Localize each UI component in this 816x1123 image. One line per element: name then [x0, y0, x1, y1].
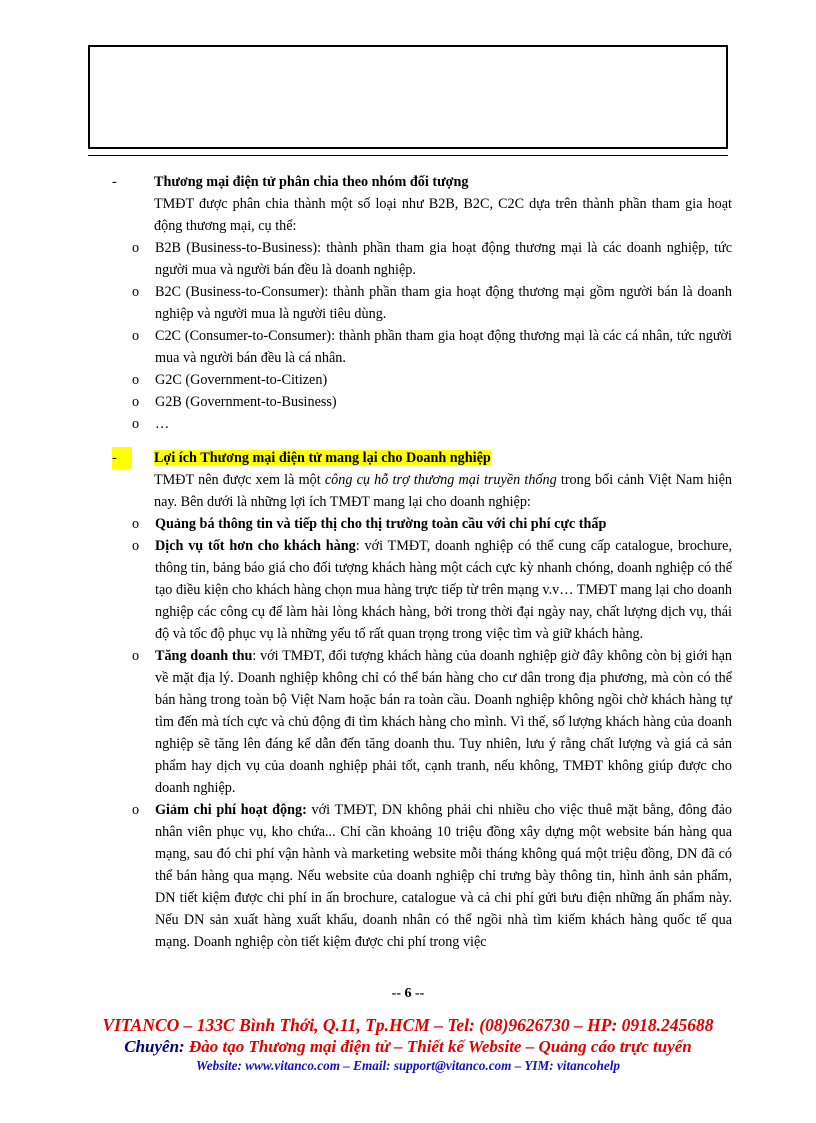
list-item: o … — [112, 413, 732, 435]
bullet: o — [132, 538, 140, 554]
bullet: o — [132, 516, 140, 532]
page-number: -- 6 -- — [391, 986, 425, 1001]
list-item: o G2C (Government-to-Citizen) — [112, 369, 732, 391]
footer-services: Chuyên: Đào tạo Thương mại điện tử – Thiết kế Website – Quảng cáo trực tuyến — [124, 1037, 692, 1056]
section-intro: TMĐT nên được xem là một công cụ hỗ trợ thương mại truyền thống trong bối cảnh Việt Nam hiện nay. Bên dưới là những lợi ích TMĐT mang lại cho doanh nghiệp: — [154, 472, 732, 510]
benefits-list — [112, 513, 732, 953]
bullet: o — [132, 328, 140, 344]
section-intro: TMĐT được phân chia thành một số loại như B2B, B2C, C2C dựa trên thành phần tham gia hoạt động thương mại, cụ thể: — [154, 196, 732, 234]
footer-brand: VITANCO — [102, 1015, 180, 1035]
classification-list — [112, 237, 732, 435]
list-item: o C2C (Consumer-to-Consumer): thành phần tham gia hoạt động thương mại là các cá nhân, tức người mua và người bán đều là cá nhân. — [112, 325, 732, 369]
list-item: o Quảng bá thông tin và tiếp thị cho thị trường toàn cầu với chi phí cực thấp — [112, 513, 732, 535]
list-item: o Dịch vụ tốt hơn cho khách hàng: với TMĐT, doanh nghiệp có thể cung cấp catalogue, brochure, thông tin, bảng báo giá cho đối tượng khách hàng một cách cực kỳ nhanh chóng, doanh nghiệp có thể tạo điều kiện cho khách hàng chọn mua hàng trực tiếp từ trên mạng v.v… TMĐT mang lại cho doanh nghiệp các công cụ để làm hài lòng khách hàng, bởi trong thời đại ngày nay, chất lượng dịch vụ, thái độ và tốc độ phục vụ là những yếu tố rất quan trọng trong việc tìm và giữ khách hàng. — [112, 535, 732, 645]
footer-address: VITANCO – 133C Bình Thới, Q.11, Tp.HCM – Tel: (08)9626730 – HP: 0918.245688 — [102, 1015, 714, 1035]
list-item: o B2B (Business-to-Business): thành phần tham gia hoạt động thương mại là các doanh nghiệp, tức người mua và người bán đều là doanh nghiệp. — [112, 237, 732, 281]
section-title: Thương mại điện tử phân chia theo nhóm đối tượng — [154, 174, 469, 190]
section-dash: - — [112, 174, 117, 190]
bullet: o — [132, 372, 140, 388]
bullet: o — [132, 240, 140, 256]
header-box — [88, 45, 728, 149]
section-dash: - — [112, 447, 132, 469]
section-classification — [112, 171, 732, 193]
bullet: o — [132, 394, 140, 410]
list-item: o Tăng doanh thu: với TMĐT, đối tượng khách hàng của doanh nghiệp giờ đây không còn bị giới hạn về mặt địa lý. Doanh nghiệp không chỉ có thể bán hàng cho cư dân trong địa phương, mà còn có thể bán hàng trong toàn bộ Việt Nam hoặc bán ra toàn cầu. Doanh nghiệp không ngồi chờ khách hàng tự tìm đến mà tích cực và chủ động đi tìm khách hàng cho mình. Vì thế, số lượng khách hàng của doanh nghiệp sẽ tăng lên đáng kể dẫn đến tăng doanh thu. Tuy nhiên, lưu ý rằng chất lượng và giá cả sản phẩm hay dịch vụ của doanh nghiệp phải tốt, cạnh tranh, nếu không, TMĐT không giúp được cho doanh nghiệp. — [112, 645, 732, 799]
section-benefits — [112, 447, 732, 469]
page-content — [112, 171, 732, 953]
list-item: o B2C (Business-to-Consumer): thành phần tham gia hoạt động thương mại gồm người bán là doanh nghiệp và người mua là người tiêu dùng. — [112, 281, 732, 325]
bullet: o — [132, 802, 140, 818]
footer-contact: Website: www.vitanco.com – Email: support@vitanco.com – YIM: vitancohelp — [196, 1058, 620, 1073]
header-rule — [88, 155, 728, 156]
bullet: o — [132, 284, 140, 300]
section-title: Lợi ích Thương mại điện tử mang lại cho Doanh nghiệp — [154, 450, 491, 466]
bullet: o — [132, 416, 140, 432]
list-item: o G2B (Government-to-Business) — [112, 391, 732, 413]
list-item: o Giảm chi phí hoạt động: với TMĐT, DN không phải chi nhiều cho việc thuê mặt bằng, đông đảo nhân viên phục vụ, kho chứa... Chỉ cần khoảng 10 triệu đồng xây dựng một website bán hàng qua mạng, sau đó chi phí vận hành và marketing website mỗi tháng không quá một triệu đồng, DN đã có thể bán hàng qua mạng. Nếu website của doanh nghiệp chỉ trưng bày thông tin, hình ảnh sản phẩm, DN tiết kiệm được chi phí in ấn brochure, catalogue và cả chi phí gửi bưu điện những ấn phẩm này. Nếu DN sản xuất hàng xuất khẩu, doanh nhân có thể ngồi nhà tìm kiếm khách hàng quốc tế qua mạng. Doanh nghiệp còn tiết kiệm được chi phí trong việc — [112, 799, 732, 953]
bullet: o — [132, 648, 140, 664]
